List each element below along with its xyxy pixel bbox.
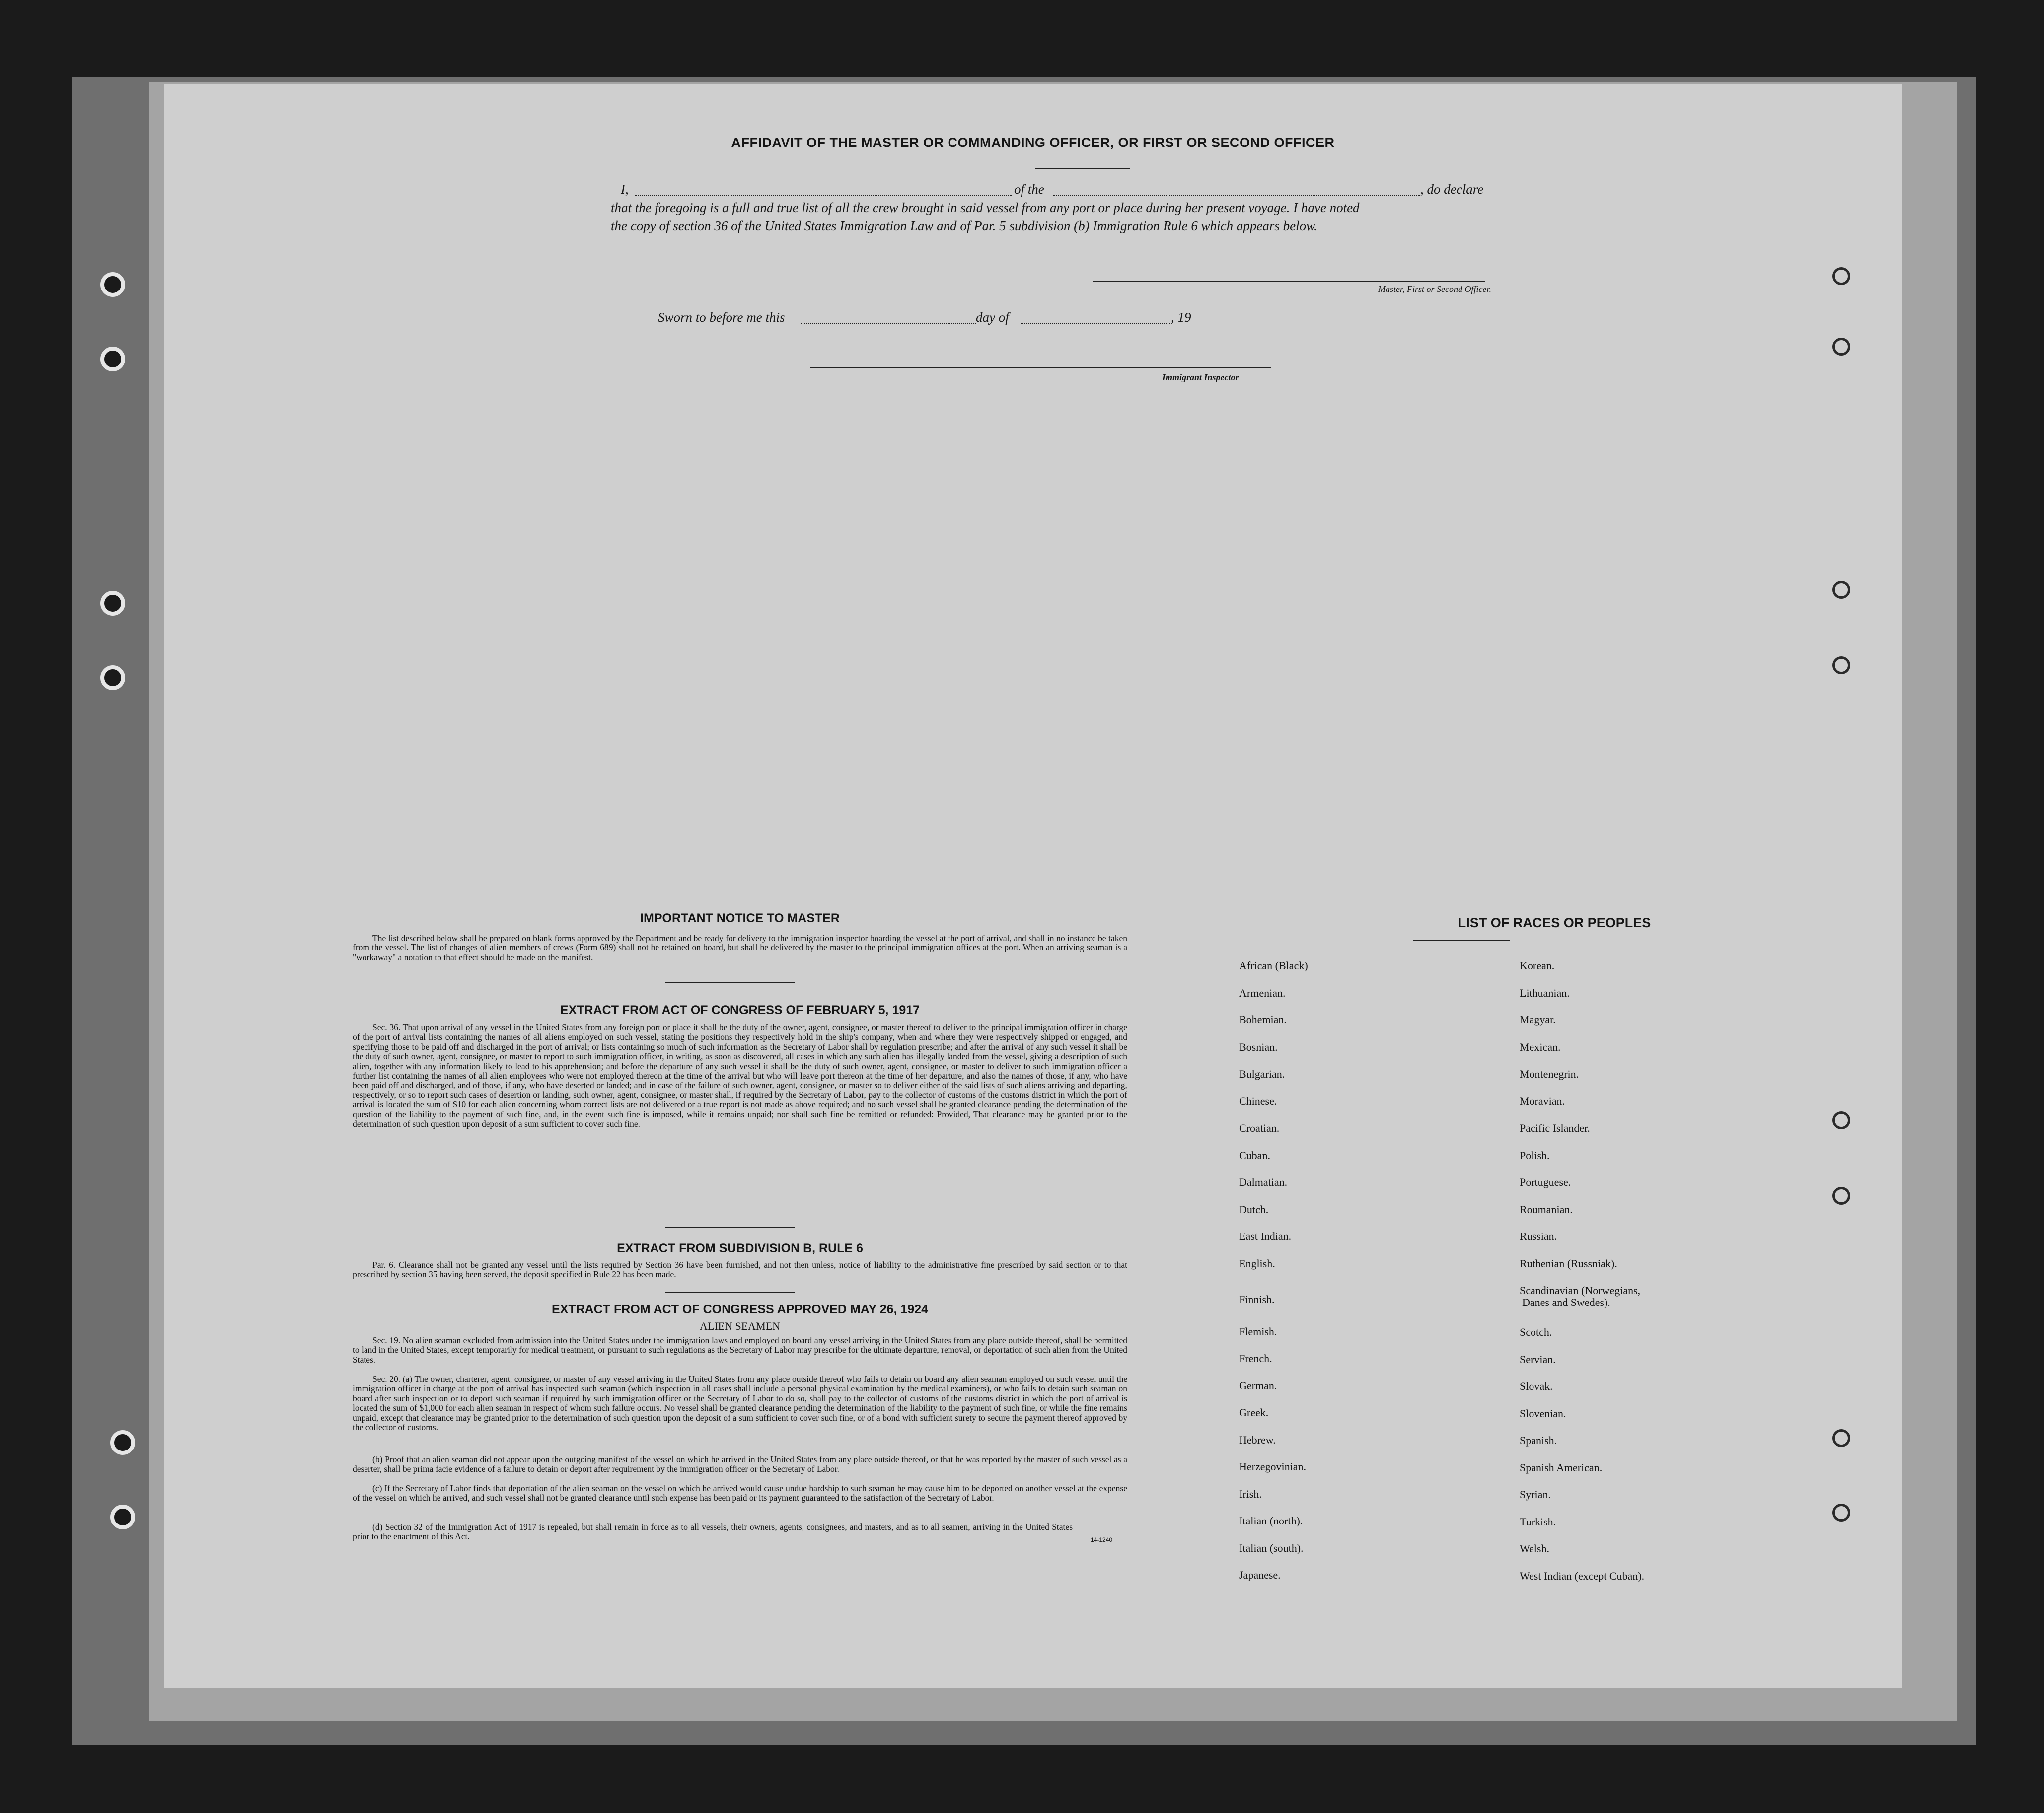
punch-hole-left-5 [110, 1430, 135, 1455]
race-right-item: Montenegrin. [1520, 1068, 1579, 1080]
race-right-item: Scotch. [1520, 1326, 1552, 1338]
inspector-signature-line [810, 367, 1271, 368]
punch-hole-left-1 [100, 272, 125, 297]
race-left-item: Chinese. [1239, 1094, 1277, 1107]
sworn-year-label: , 19 [1171, 310, 1191, 325]
sworn-day-of-label: day of [976, 310, 1009, 325]
master-signature-label: Master, First or Second Officer. [1378, 284, 1491, 294]
inspector-label: Immigrant Inspector [1162, 372, 1239, 382]
punch-hole-right-4 [1832, 656, 1850, 674]
punch-hole-right-3 [1832, 581, 1850, 599]
extract-1924-sec20d: (d) Section 32 of the Immigration Act of 1917 is repealed, but shall remain in force as to all vessels, their owners, agents, consignees, and masters, and as to all seamen, arriving in the United States prior to the enactment of this Act. [353, 1522, 1073, 1542]
punch-hole-right-1 [1832, 267, 1850, 285]
affidavit-name-line [635, 195, 1012, 196]
race-left-item: Flemish. [1239, 1325, 1277, 1338]
race-left-item: Dutch. [1239, 1203, 1269, 1216]
extract-1917-divider [665, 1227, 795, 1228]
affidavit-title-rule [1035, 168, 1130, 169]
race-right-item: Moravian. [1520, 1094, 1565, 1107]
sworn-label: Sworn to before me this [658, 310, 785, 325]
race-right-item: West Indian (except Cuban). [1520, 1569, 1645, 1582]
race-right-item: Lithuanian. [1520, 986, 1570, 999]
punch-hole-right-6 [1832, 1187, 1850, 1205]
races-title-rule [1413, 940, 1510, 941]
race-left-item: Armenian. [1239, 986, 1286, 999]
race-left-item: Dalmatian. [1239, 1176, 1288, 1188]
race-left-item: Irish. [1239, 1487, 1262, 1500]
punch-hole-left-2 [100, 347, 125, 371]
race-right-item: Syrian. [1520, 1488, 1551, 1501]
affidavit-i-label: I, [621, 182, 629, 197]
race-right-item: Servian. [1520, 1353, 1556, 1366]
manifest-page [164, 84, 1902, 1688]
notice-body: The list described below shall be prepared on blank forms approved by the Department and be ready for delivery to the immigration inspector boarding the vessel at the port of arrival, and shall in no instance be taken from the vessel. The list of changes of alien members of crews (Form 689) shall not be retained on board, but shall be delivered by the master to the principal immigration offices at the port. When an arriving seaman is a "workaway" a notation to that effect should be made on the manifest. [353, 933, 1127, 962]
race-right-item: Portuguese. [1520, 1176, 1571, 1188]
races-title: LIST OF RACES OR PEOPLES [1458, 915, 1651, 930]
extract-1924-sec20b: (b) Proof that an alien seaman did not appear upon the outgoing manifest of the vessel on which he arrived in the United States from any place outside thereof, or that he was reported by the master of such vessel as a deserter, shall be prima facie evidence of a failure to detain or deport after requirement by the immigration officer or the Secretary of Labor. [353, 1454, 1127, 1474]
extract-1917-body: Sec. 36. That upon arrival of any vessel in the United States from any foreign port or place it shall be the duty of the owner, agent, consignee, or master thereof to deliver to the principal immigration officer in charge of the port of arrival lists containing the names of all aliens employed on such vessel, stating the positions they respectively hold in the ship's company, when and where they were respectively shipped or engaged, and specifying those to be paid off and discharged in the port of arrival; or lists containing so much of such information as the Secretary of Labor shall by regulation prescribe; and after the arrival of any such vessel it shall be the duty of such owner, agent, consignee, or master to report to such immigration officer, in writing, as soon as discovered, all cases in which any such alien has illegally landed from the vessel, giving a description of such alien, together with any information likely to lead to his apprehension; and before the departure of any such vessel it shall be the duty of such owner, agent, consignee, or master to deliver to such immigration officer a further list containing the names of all alien employees who were not employed thereon at the time of the arrival but who will leave port thereon at the time of her departure, and also the names of those, if any, who have been paid off and discharged, and of those, if any, who have deserted or landed; and in case of the failure of such owner, agent, consignee, or master so to deliver either of the said lists of such aliens arriving and departing, respectively, or so to report such cases of desertion or landing, such owner, agent, consignee, or master shall, if required by the Secretary of Labor, pay to the collector of customs of the customs district in which the port of arrival is located the sum of $10 for each alien concerning whom correct lists are not delivered or a true report is not made as above required; and no such vessel shall be granted clearance pending the determination of the question of the liability to the payment of such fine, and, in the event such fine is imposed, while it remains unpaid; nor shall such fine be remitted or refunded: Provided, That clearance may be granted prior to the determination of such question upon deposit of a sum sufficient to cover such fine. [353, 1022, 1127, 1129]
race-left-item: African (Black) [1239, 959, 1308, 972]
affidavit-declare-label: , do declare [1420, 182, 1484, 197]
race-left-item: Cuban. [1239, 1149, 1270, 1161]
punch-hole-right-7 [1832, 1429, 1850, 1447]
race-left-item: Croatian. [1239, 1122, 1280, 1134]
notice-title: IMPORTANT NOTICE TO MASTER [640, 911, 840, 925]
extract-rule6-divider [665, 1292, 795, 1293]
master-signature-line [1093, 281, 1485, 282]
notice-divider [665, 982, 795, 983]
race-left-item: Finnish. [1239, 1293, 1275, 1305]
race-left-item: Bulgarian. [1239, 1068, 1285, 1080]
race-left-item: French. [1239, 1352, 1272, 1365]
race-left-item: East Indian. [1239, 1230, 1292, 1242]
race-right-item: Slovak. [1520, 1380, 1553, 1392]
sworn-day-line [801, 323, 976, 324]
extract-1924-sec19: Sec. 19. No alien seaman excluded from admission into the United States under the immigration laws and employed on board any vessel arriving in the United States from any place outside thereof, shall be permitted to land in the United States, except temporarily for medical treatment, or pursuant to such regulations as the Secretary of Labor may prescribe for the ultimate departure, removal, or deportation of such alien from the United States. [353, 1335, 1127, 1365]
punch-hole-left-3 [100, 591, 125, 616]
race-left-item: Japanese. [1239, 1569, 1281, 1581]
race-right-item: Spanish American. [1520, 1461, 1603, 1474]
race-right-item: Spanish. [1520, 1434, 1557, 1447]
race-right-item: Mexican. [1520, 1040, 1561, 1053]
extract-1924-sec20c: (c) If the Secretary of Labor finds that deportation of the alien seaman on the vessel on which he arrived would cause undue hardship to such seaman he may cause him to be deported on another vessel at the expense of the vessel on which he arrived, and such vessel shall not be granted clearance until such expense has been paid or its payment guaranteed to the satisfaction of the Secretary of Labor. [353, 1483, 1127, 1503]
race-right-item: Russian. [1520, 1230, 1557, 1242]
punch-hole-right-2 [1832, 338, 1850, 356]
affidavit-vessel-line [1053, 195, 1420, 196]
race-left-item: Greek. [1239, 1406, 1269, 1419]
race-left-item: Hebrew. [1239, 1433, 1276, 1446]
extract-1917-title: EXTRACT FROM ACT OF CONGRESS OF FEBRUARY 5, 1917 [560, 1003, 920, 1017]
affidavit-line-2: that the foregoing is a full and true list of all the crew brought in said vessel from any port or place during her present voyage. I have noted [611, 200, 1360, 215]
race-left-item: Italian (south). [1239, 1541, 1304, 1554]
race-right-item: Welsh. [1520, 1542, 1549, 1555]
race-right-item: Pacific Islander. [1520, 1122, 1590, 1134]
sworn-month-line [1021, 323, 1170, 324]
race-right-item: Ruthenian (Russniak). [1520, 1257, 1617, 1270]
affidavit-title: AFFIDAVIT OF THE MASTER OR COMMANDING OFFICER, OR FIRST OR SECOND OFFICER [731, 135, 1335, 150]
race-left-item: German. [1239, 1379, 1277, 1392]
race-right-item: Slovenian. [1520, 1407, 1566, 1420]
race-right-item: Polish. [1520, 1149, 1550, 1161]
race-left-item: Herzegovinian. [1239, 1460, 1306, 1473]
race-left-item: Bosnian. [1239, 1040, 1278, 1053]
extract-1924-title: EXTRACT FROM ACT OF CONGRESS APPROVED MAY 26, 1924 [551, 1303, 929, 1316]
race-left-item: Bohemian. [1239, 1014, 1287, 1026]
extract-1924-sec20a: Sec. 20. (a) The owner, charterer, agent, consignee, or master of any vessel arriving in the United States from any place outside thereof who fails to detain on board any alien seaman employed on such vessel until the immigration officer in charge at the port of arrival has inspected such seaman (which inspection in all cases shall include a personal physical examination by the medical examiners), or who fails to detain such seaman on board after such inspection or to deport such seaman if required by such immigration officer or the Secretary of Labor to do so, shall pay to the collector of customs of the customs district in which the port of arrival is located the sum of $1,000 for each alien seaman in respect of whom such failure occurs. No vessel shall be granted clearance pending the determination of the liability to the payment of such fine, or while the fine remains unpaid, except that clearance may be granted prior to the determination of such question upon the deposit of a sum sufficient to cover such fine, or of a bond with sufficient surety to secure the payment thereof approved by the collector of customs. [353, 1374, 1127, 1433]
punch-hole-left-6 [110, 1505, 135, 1529]
extract-1924-subtitle: ALIEN SEAMEN [700, 1320, 780, 1332]
race-right-item: Scandinavian (Norwegians, [1520, 1284, 1641, 1297]
race-left-item: Italian (north). [1239, 1515, 1303, 1527]
race-right-item: Magyar. [1520, 1014, 1556, 1026]
race-left-item: English. [1239, 1257, 1275, 1270]
extract-rule6-body: Par. 6. Clearance shall not be granted any vessel until the lists required by Section 36 have been furnished, and not then unless, notice of liability to the administrative fine prescribed by said section or to that prescribed by section 35 having been served, the deposit specified in Rule 22 has been made. [353, 1260, 1127, 1280]
race-right-item: Danes and Swedes). [1522, 1296, 1610, 1308]
race-right-item: Korean. [1520, 959, 1555, 972]
form-number: 14-1240 [1091, 1536, 1113, 1543]
race-right-item: Turkish. [1520, 1515, 1556, 1528]
affidavit-line-3: the copy of section 36 of the United States Immigration Law and of Par. 5 subdivision (b) Immigration Rule 6 which appears below. [611, 218, 1317, 233]
affidavit-of-the-label: of the [1014, 182, 1044, 197]
race-right-item: Roumanian. [1520, 1203, 1573, 1216]
punch-hole-right-5 [1832, 1111, 1850, 1129]
punch-hole-left-4 [100, 665, 125, 690]
extract-rule6-title: EXTRACT FROM SUBDIVISION B, RULE 6 [617, 1241, 863, 1255]
punch-hole-right-8 [1832, 1504, 1850, 1522]
